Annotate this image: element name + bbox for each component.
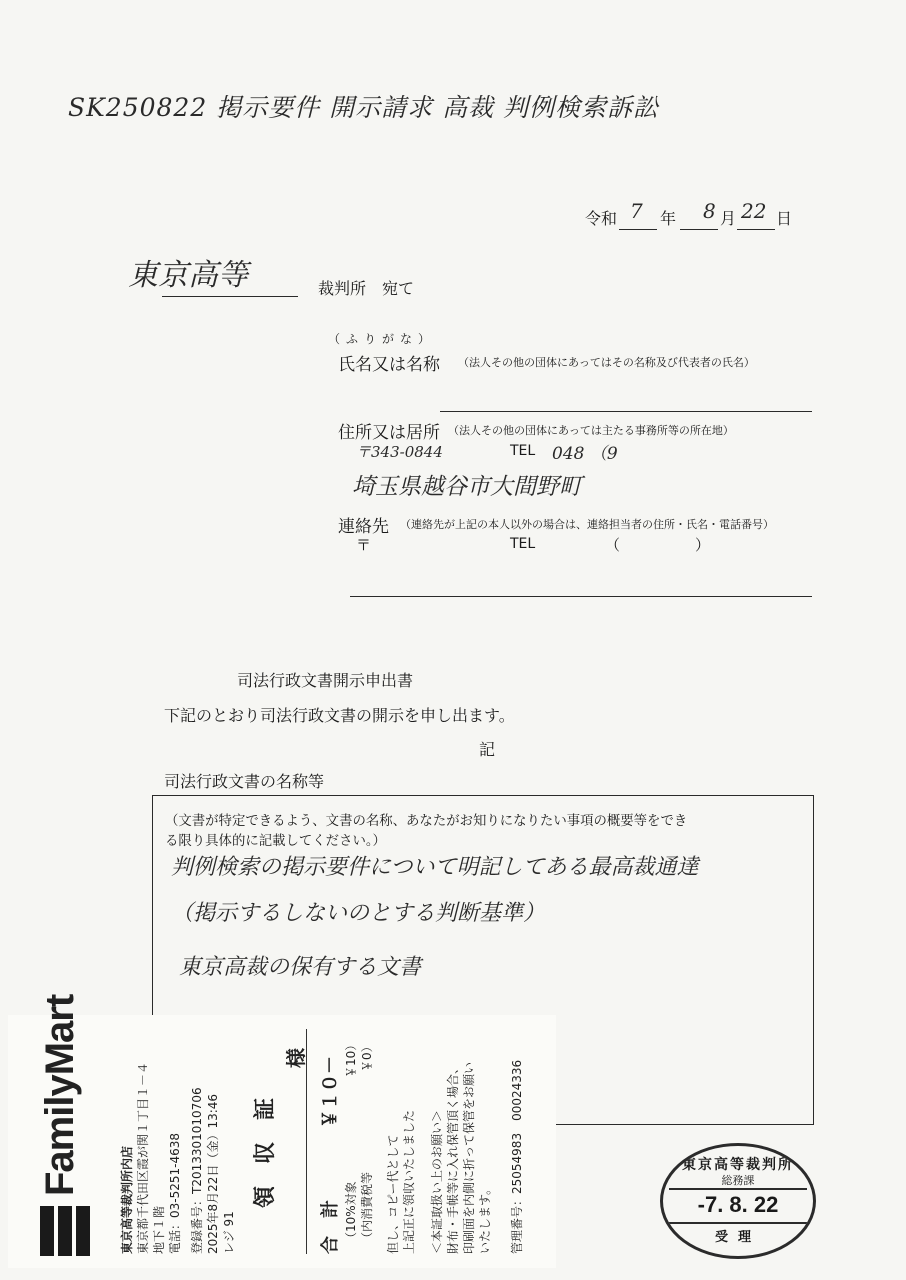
receipt-note-1: 但し、コピー代として [386,1134,400,1254]
box-note-1: （文書が特定できるよう、文書の名称、あなたがお知りになりたい事項の概要等をでき [165,814,688,829]
contact-tel-label: TEL [510,536,536,552]
contact-postal: 〒 [356,536,372,554]
brand-text: FamilyMart [38,994,82,1196]
contact-paren: （ ） [605,536,711,554]
receipt-store-name: 東京高等裁判所内店 [120,1145,134,1254]
receipt-total-value: ￥１０－ [320,1056,341,1128]
receipt-notice-1: ＜本証取扱い上のお願い＞ [430,1109,444,1254]
receipt-datetime: 2025年8月22日（金）13:46 [206,1093,220,1254]
receipt-tax-1-val: ￥10） [344,1038,358,1078]
form-intro: 下記のとおり司法行政文書の開示を申し出ます。 [164,706,515,725]
date-year-unit: 年 [660,209,677,228]
familymart-logo [20,994,110,1256]
hw-line-1: 判例検索の掲示要件について明記してある最高裁通達 [171,855,699,880]
received-stamp [660,1143,816,1259]
receipt-phone: 電話：03-5251-4638 [168,1132,182,1254]
date-day: 22 [741,199,767,223]
receipt-title: 領 収 証 [253,1097,278,1208]
receipt-total-label: 合 計 [320,1200,341,1254]
box-note-2: る限り具体的に記載してください。） [165,834,386,849]
contact-note: （連絡先が上記の本人以外の場合は、連絡担当者の住所・氏名・電話番号） [400,518,774,531]
contact-label: 連絡先 [338,517,389,537]
receipt-notice-2: 財布・手帳等に入れ保管頂く場合、 [446,1061,460,1254]
furigana-label: （ふりがな） [328,332,437,346]
header-note: SK250822 掲示要件 開示請求 高裁 判例検索訴訟 [68,93,660,122]
receipt-notice-3: 印刷面を内側に折って保管をお願い [462,1061,476,1254]
tel-value: 048 （9 [552,444,618,464]
postal-code: 〒343-0844 [356,443,443,461]
receipt-store-address-1: 東京都千代田区霞が関１丁目１－４ [136,1061,150,1254]
form-title: 司法行政文書開示申出書 [237,671,414,690]
address-label: 住所又は居所 [338,423,440,443]
address-note: （法人その他の団体にあっては主たる事務所等の所在地） [448,424,734,437]
receipt-tax-1: （10%対象 [344,1181,358,1244]
stamp-bottom: 受理 [714,1230,761,1245]
receipt-register: レジ 91 [222,1211,236,1254]
receipt-reg-no: 登録番号：T2013301010706 [190,1087,204,1254]
date-year: 7 [630,199,643,223]
ki-mark: 記 [479,740,496,759]
section-label: 司法行政文書の名称等 [164,772,325,791]
familymart-receipt [8,994,556,1268]
date-month: 8 [703,199,716,223]
address-value: 埼玉県越谷市大間野町 [352,474,582,500]
addressee-court: 東京高等 [128,258,248,293]
hw-line-3: 東京高裁の保有する文書 [179,955,422,980]
receipt-tax-2-val: ￥0） [360,1040,374,1072]
receipt-note-2: 上記正に領収いたしました [402,1109,416,1254]
receipt-store-address-2: 地下１階 [152,1205,166,1254]
date-era: 令和 [585,209,618,228]
date-day-unit: 日 [776,209,793,228]
hw-line-2: （掲示するしないのとする判断基準） [171,901,546,926]
receipt-sama: 様 [284,1048,308,1068]
receipt-notice-4: いたします。 [478,1182,492,1254]
tel-label: TEL [510,443,536,459]
date-month-unit: 月 [720,209,737,228]
stamp-dept: 総務課 [721,1174,755,1187]
stamp-date: -7. 8. 22 [697,1192,779,1217]
addressee-suffix: 裁判所 宛て [318,279,415,298]
name-label: 氏名又は名称 [338,355,440,375]
name-note: （法人その他の団体にあってはその名称及び代表者の氏名） [458,356,755,369]
receipt-tax-2: （内消費税等 [360,1171,374,1244]
receipt-control-no: 管理番号：25054983 00024336 [510,1059,524,1254]
stamp-org: 東京高等裁判所 [682,1157,794,1173]
